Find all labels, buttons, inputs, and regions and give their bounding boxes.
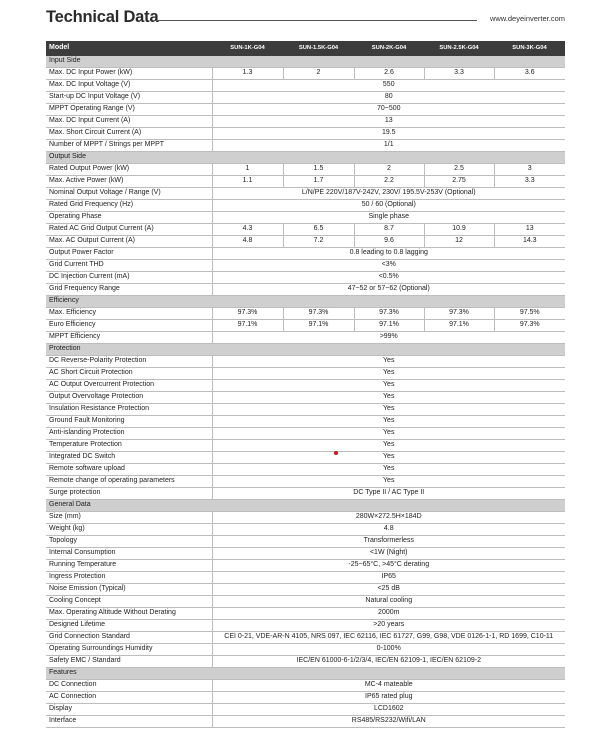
spec-value: -25~65°C, >45°C derating xyxy=(212,560,565,572)
spec-label: Rated AC Grid Output Current (A) xyxy=(46,224,212,236)
spec-value: 2.5 xyxy=(424,164,494,176)
spec-label: Safety EMC / Standard xyxy=(46,656,212,668)
spec-value: 97.3% xyxy=(424,308,494,320)
spec-value: Yes xyxy=(212,452,565,464)
spec-row xyxy=(46,92,565,104)
model-name: SUN-3K-G04 xyxy=(494,41,565,56)
spec-label: AC Connection xyxy=(46,692,212,704)
spec-row xyxy=(46,644,565,656)
spec-row xyxy=(46,440,565,452)
spec-row xyxy=(46,188,565,200)
spec-value: 97.1% xyxy=(283,320,354,332)
spec-row xyxy=(46,680,565,692)
spec-label: Operating Surroundings Humidity xyxy=(46,644,212,656)
spec-label: Insulation Resistance Protection xyxy=(46,404,212,416)
spec-value: 3 xyxy=(494,164,565,176)
section-title: General Data xyxy=(46,500,565,512)
spec-value: DC Type II / AC Type II xyxy=(212,488,565,500)
spec-row xyxy=(46,476,565,488)
spec-value: RS485/RS232/Wifi/LAN xyxy=(212,716,565,728)
spec-label: Size (mm) xyxy=(46,512,212,524)
spec-value: IP65 rated plug xyxy=(212,692,565,704)
section-title: Input Side xyxy=(46,56,565,68)
spec-row xyxy=(46,608,565,620)
spec-label: Internal Consumption xyxy=(46,548,212,560)
section-header-row xyxy=(46,56,565,68)
section-title: Output Side xyxy=(46,152,565,164)
spec-label: Rated Grid Frequency (Hz) xyxy=(46,200,212,212)
spec-row xyxy=(46,176,565,188)
spec-value: 12 xyxy=(424,236,494,248)
spec-label: Max. Efficiency xyxy=(46,308,212,320)
spec-row xyxy=(46,488,565,500)
spec-value: 3.3 xyxy=(424,68,494,80)
spec-row xyxy=(46,140,565,152)
spec-value: Yes xyxy=(212,380,565,392)
spec-label: Max. DC Input Current (A) xyxy=(46,116,212,128)
spec-label: Designed Lifetime xyxy=(46,620,212,632)
spec-value: 0.8 leading to 0.8 lagging xyxy=(212,248,565,260)
spec-value: Yes xyxy=(212,476,565,488)
spec-row xyxy=(46,536,565,548)
spec-value: 97.3% xyxy=(494,320,565,332)
spec-row xyxy=(46,656,565,668)
spec-row xyxy=(46,404,565,416)
spec-value: LCD1602 xyxy=(212,704,565,716)
page-header xyxy=(46,8,565,34)
section-header-row xyxy=(46,344,565,356)
spec-label: Max. Active Power (kW) xyxy=(46,176,212,188)
spec-label: Ingress Protection xyxy=(46,572,212,584)
spec-value: Yes xyxy=(212,464,565,476)
spec-row xyxy=(46,692,565,704)
spec-value: 1/1 xyxy=(212,140,565,152)
spec-label: Max. Short Circuit Current (A) xyxy=(46,128,212,140)
spec-label: DC Reverse-Polarity Protection xyxy=(46,356,212,368)
spec-value: 1.3 xyxy=(212,68,283,80)
spec-label: Grid Frequency Range xyxy=(46,284,212,296)
spec-value: 8.7 xyxy=(354,224,424,236)
model-name: SUN-2K-G04 xyxy=(354,41,424,56)
spec-row xyxy=(46,212,565,224)
spec-value: 7.2 xyxy=(283,236,354,248)
spec-value: 6.5 xyxy=(283,224,354,236)
spec-row xyxy=(46,200,565,212)
spec-row xyxy=(46,632,565,644)
spec-value: 80 xyxy=(212,92,565,104)
spec-label: DC Connection xyxy=(46,680,212,692)
spec-row xyxy=(46,584,565,596)
spec-value: Yes xyxy=(212,404,565,416)
section-title: Features xyxy=(46,668,565,680)
spec-value: 50 / 60 (Optional) xyxy=(212,200,565,212)
spec-label: DC Injection Current (mA) xyxy=(46,272,212,284)
title-divider xyxy=(154,20,477,21)
spec-value: 97.3% xyxy=(283,308,354,320)
spec-value: 2000m xyxy=(212,608,565,620)
spec-row xyxy=(46,164,565,176)
spec-label: Max. DC Input Voltage (V) xyxy=(46,80,212,92)
spec-label: Anti-islanding Protection xyxy=(46,428,212,440)
spec-row xyxy=(46,548,565,560)
spec-label: Nominal Output Voltage / Range (V) xyxy=(46,188,212,200)
spec-row xyxy=(46,284,565,296)
spec-row xyxy=(46,512,565,524)
spec-label: Grid Connection Standard xyxy=(46,632,212,644)
spec-label: Euro Efficiency xyxy=(46,320,212,332)
spec-row xyxy=(46,596,565,608)
spec-value: 2 xyxy=(283,68,354,80)
spec-value: 280W×272.5H×184D xyxy=(212,512,565,524)
model-name: SUN-2.5K-G04 xyxy=(424,41,494,56)
spec-row xyxy=(46,428,565,440)
spec-label: Max. Operating Altitude Without Derating xyxy=(46,608,212,620)
spec-row xyxy=(46,368,565,380)
spec-value: <25 dB xyxy=(212,584,565,596)
spec-value: 97.1% xyxy=(424,320,494,332)
spec-value: 0-100% xyxy=(212,644,565,656)
spec-row xyxy=(46,524,565,536)
spec-value: 13 xyxy=(494,224,565,236)
spec-label: MPPT Efficiency xyxy=(46,332,212,344)
spec-row xyxy=(46,620,565,632)
spec-value: <3% xyxy=(212,260,565,272)
spec-label: Temperature Protection xyxy=(46,440,212,452)
spec-value: 2.75 xyxy=(424,176,494,188)
spec-row xyxy=(46,380,565,392)
spec-row xyxy=(46,320,565,332)
spec-label: Max. AC Output Current (A) xyxy=(46,236,212,248)
spec-label: Number of MPPT / Strings per MPPT xyxy=(46,140,212,152)
spec-value: IEC/EN 61000-6-1/2/3/4, IEC/EN 62109-1, IEC/EN 62109-2 xyxy=(212,656,565,668)
spec-value: 2 xyxy=(354,164,424,176)
spec-value: 4.3 xyxy=(212,224,283,236)
spec-row xyxy=(46,356,565,368)
spec-value: Transformerless xyxy=(212,536,565,548)
spec-value: MC-4 mateable xyxy=(212,680,565,692)
red-dot-marker xyxy=(334,451,338,455)
spec-value: 550 xyxy=(212,80,565,92)
section-title: Protection xyxy=(46,344,565,356)
spec-row xyxy=(46,68,565,80)
spec-label: Start-up DC Input Voltage (V) xyxy=(46,92,212,104)
spec-value: CEI 0-21, VDE-AR-N 4105, NRS 097, IEC 62116, IEC 61727, G99, G98, VDE 0126-1-1, RD 1699, C10-11 xyxy=(212,632,565,644)
spec-label: Surge protection xyxy=(46,488,212,500)
spec-table xyxy=(46,41,565,728)
model-header-row xyxy=(46,41,565,56)
spec-value: 3.3 xyxy=(494,176,565,188)
spec-label: Output Overvoltage Protection xyxy=(46,392,212,404)
spec-value: IP65 xyxy=(212,572,565,584)
spec-value: <0.5% xyxy=(212,272,565,284)
spec-value: Yes xyxy=(212,356,565,368)
spec-row xyxy=(46,104,565,116)
spec-value: 2.6 xyxy=(354,68,424,80)
spec-label: Remote change of operating parameters xyxy=(46,476,212,488)
spec-row xyxy=(46,704,565,716)
model-column-label: Model xyxy=(46,41,212,56)
spec-label: Rated Output Power (kW) xyxy=(46,164,212,176)
section-header-row xyxy=(46,152,565,164)
spec-value: Yes xyxy=(212,428,565,440)
spec-label: Operating Phase xyxy=(46,212,212,224)
spec-value: 70~500 xyxy=(212,104,565,116)
spec-row xyxy=(46,452,565,464)
spec-value: 97.3% xyxy=(354,308,424,320)
section-header-row xyxy=(46,500,565,512)
spec-row xyxy=(46,224,565,236)
section-header-row xyxy=(46,296,565,308)
spec-row xyxy=(46,332,565,344)
spec-value: 97.1% xyxy=(212,320,283,332)
spec-value: Yes xyxy=(212,368,565,380)
spec-row xyxy=(46,248,565,260)
spec-value: 4.8 xyxy=(212,524,565,536)
spec-label: Remote software upload xyxy=(46,464,212,476)
spec-row xyxy=(46,572,565,584)
model-name: SUN-1.5K-G04 xyxy=(283,41,354,56)
spec-value: 1.7 xyxy=(283,176,354,188)
spec-value: 97.1% xyxy=(354,320,424,332)
spec-value: 14.3 xyxy=(494,236,565,248)
spec-row xyxy=(46,116,565,128)
spec-value: L/N/PE 220V/187V-242V, 230V/ 195.5V-253V (Optional) xyxy=(212,188,565,200)
spec-value: Yes xyxy=(212,416,565,428)
spec-value: >99% xyxy=(212,332,565,344)
spec-label: Integrated DC Switch xyxy=(46,452,212,464)
spec-label: Ground Fault Monitoring xyxy=(46,416,212,428)
spec-label: Grid Current THD xyxy=(46,260,212,272)
spec-value: Natural cooling xyxy=(212,596,565,608)
spec-row xyxy=(46,392,565,404)
spec-label: Cooling Concept xyxy=(46,596,212,608)
page-title: Technical Data xyxy=(46,8,159,26)
website-url: www.deyeinverter.com xyxy=(489,14,565,23)
spec-label: Weight (kg) xyxy=(46,524,212,536)
spec-label: Display xyxy=(46,704,212,716)
spec-label: Max. DC Input Power (kW) xyxy=(46,68,212,80)
spec-table-body xyxy=(46,41,565,728)
spec-row xyxy=(46,80,565,92)
section-title: Efficiency xyxy=(46,296,565,308)
spec-value: 2.2 xyxy=(354,176,424,188)
spec-row xyxy=(46,236,565,248)
spec-value: 1.1 xyxy=(212,176,283,188)
spec-value: Yes xyxy=(212,392,565,404)
spec-row xyxy=(46,272,565,284)
spec-label: Running Temperature xyxy=(46,560,212,572)
spec-label: AC Short Circuit Protection xyxy=(46,368,212,380)
spec-label: MPPT Operating Range (V) xyxy=(46,104,212,116)
spec-row xyxy=(46,308,565,320)
spec-label: Output Power Factor xyxy=(46,248,212,260)
spec-value: 13 xyxy=(212,116,565,128)
spec-value: Single phase xyxy=(212,212,565,224)
spec-value: 4.8 xyxy=(212,236,283,248)
spec-value: >20 years xyxy=(212,620,565,632)
spec-label: Topology xyxy=(46,536,212,548)
spec-row xyxy=(46,560,565,572)
spec-value: 9.6 xyxy=(354,236,424,248)
spec-label: AC Output Overcurrent Protection xyxy=(46,380,212,392)
spec-value: 19.5 xyxy=(212,128,565,140)
spec-value: 1.5 xyxy=(283,164,354,176)
spec-value: 97.5% xyxy=(494,308,565,320)
spec-value: 3.6 xyxy=(494,68,565,80)
spec-row xyxy=(46,716,565,728)
spec-value: 10.9 xyxy=(424,224,494,236)
spec-value: <1W (Night) xyxy=(212,548,565,560)
spec-row xyxy=(46,128,565,140)
spec-value: 1 xyxy=(212,164,283,176)
section-header-row xyxy=(46,668,565,680)
spec-row xyxy=(46,416,565,428)
spec-row xyxy=(46,464,565,476)
spec-label: Interface xyxy=(46,716,212,728)
spec-label: Noise Emission (Typical) xyxy=(46,584,212,596)
spec-value: 47~52 or 57~62 (Optional) xyxy=(212,284,565,296)
model-name: SUN-1K-G04 xyxy=(212,41,283,56)
spec-value: 97.3% xyxy=(212,308,283,320)
spec-row xyxy=(46,260,565,272)
spec-value: Yes xyxy=(212,440,565,452)
